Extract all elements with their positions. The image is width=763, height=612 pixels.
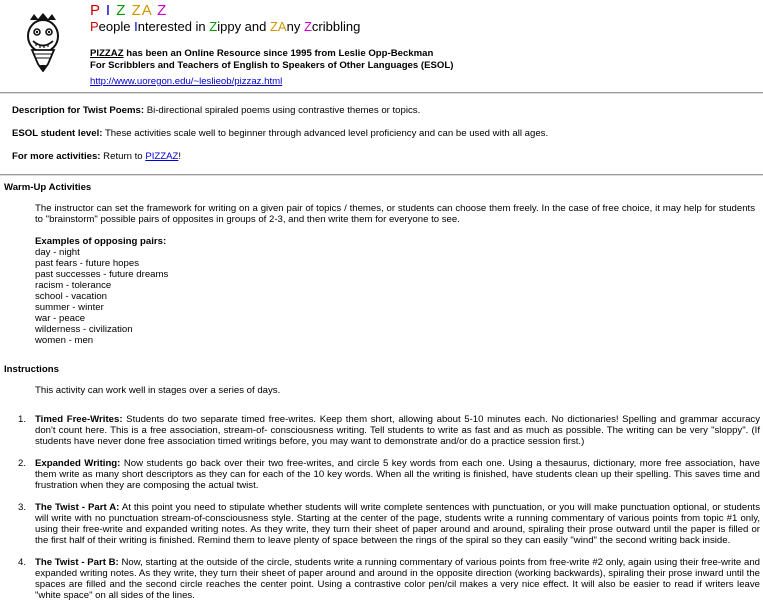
more-end: ! <box>178 151 182 162</box>
tagline-part: ny <box>286 19 304 34</box>
level-text: These activities scale well to beginner through advanced level proficiency and can be used with all ages. <box>102 128 549 139</box>
tagline-part: Z <box>303 19 312 34</box>
step-text: Now students go back over their two free-writes, and circle 5 key words from each one. Using a thesaurus, dictionary, more free association, have them write as many short descriptors as they can for each of the 10 key words. When all the writing is finished, have students clean up their spelling. This saves time and frustration when they are composing the actual twist. <box>35 458 760 491</box>
pencil-face-icon <box>24 12 62 72</box>
step-label: The Twist - Part B: <box>35 557 119 568</box>
site-info <box>90 48 453 71</box>
description-line <box>12 105 420 116</box>
site-url-link[interactable]: http://www.uoregon.edu/~leslieob/pizzaz.html <box>90 76 283 87</box>
divider <box>0 174 763 176</box>
example-pair: war - peace <box>35 313 86 324</box>
more-text: Return to <box>100 151 146 162</box>
tagline-part: cribbling <box>311 19 361 34</box>
step-label: The Twist - Part A: <box>35 502 120 513</box>
instructions-intro: This activity can work well in stages over a series of days. <box>35 385 281 396</box>
tagline-part: nterested in <box>137 19 210 34</box>
tagline-part: I <box>134 19 138 34</box>
step-label: Timed Free-Writes: <box>35 414 123 425</box>
warmup-title: Warm-Up Activities <box>4 182 92 193</box>
warmup-paragraph: The instructor can set the framework for writing on a given pair of topics / themes, or students can choose them freely. In the case of free choice, it may help for students to "brainstorm" possible pairs of opposites in groups of 2-3, and then write them for everyone to see. <box>35 203 755 225</box>
page-header <box>0 0 763 95</box>
description-text: Bi-directional spiraled poems using contrastive themes or topics. <box>144 105 421 116</box>
instruction-step <box>18 414 760 447</box>
brand-letter: ZA <box>131 2 152 19</box>
instructions-title: Instructions <box>4 364 59 375</box>
tagline-part: eople <box>98 19 135 34</box>
example-pair: racism - tolerance <box>35 280 112 291</box>
pizzaz-return-link[interactable]: PIZZAZ <box>145 151 179 162</box>
example-pair: past successes - future dreams <box>35 269 169 280</box>
step-label: Expanded Writing: <box>35 458 121 469</box>
instruction-step <box>18 458 760 491</box>
step-number: 1. <box>18 414 27 425</box>
example-pair: school - vacation <box>35 291 107 302</box>
brand-letter: P <box>90 2 101 19</box>
instruction-step <box>18 557 760 601</box>
level-line <box>12 128 548 139</box>
instruction-step <box>18 502 760 546</box>
example-pair: summer - winter <box>35 302 104 313</box>
step-text: Now, starting at the outside of the circle, students write a running commentary of various points from free-write #2 only, again using their free-write and expanded writing notes. As they write, they turn their sheet of paper around and around in the opposite direction (working backwards), spiraling their prose inward until the spaces are filled and the second circle reaches the center point. Using a contrastive color pen/cil makes a very nice effect. It will also be easier to read if writers leave "white space" on all sides of the lines. <box>35 557 760 601</box>
tagline-part: ZA <box>269 19 287 34</box>
pizzaz-link[interactable]: PIZZAZ <box>90 48 124 59</box>
divider <box>0 92 763 94</box>
example-pair: women - men <box>35 335 94 346</box>
info-line-1: has been an Online Resource since 1995 from Leslie Opp-Beckman <box>123 48 434 59</box>
tagline-part: ippy and <box>217 19 270 34</box>
instruction-steps <box>18 414 760 612</box>
level-label: ESOL student level: <box>12 128 103 139</box>
brand-letter: Z <box>116 2 127 19</box>
step-number: 3. <box>18 502 27 513</box>
step-text: Students do two separate timed free-writes. Keep them short, allowing about 5-10 minutes each. No dictionaries! Spelling and grammar accuracy don't count here. This is a free association, stream-of- consciousness writing. Tell students to write as fast and as much as possible. The writing can be very "sloppy". (If students have never done free association timed writings before, you may want to demonstrate and/or do a practice session first.) <box>35 414 760 447</box>
tagline-part: Z <box>209 19 218 34</box>
brand-letter: I <box>105 2 112 19</box>
example-pair: wilderness - civilization <box>35 324 133 335</box>
tagline-part: P <box>90 19 99 34</box>
examples-title: Examples of opposing pairs: <box>35 236 167 247</box>
more-line <box>12 151 181 162</box>
step-text: At this point you need to stipulate whether students will write complete sentences with punctuation, or you will make punctuation optional, or students will write with no punctuation stream-of-consciousness style. Starting at the center of the page, students write a running commentary of various points from topic #1 only, using their free-write and expanded writing notes. As they write, they turn their sheet of paper around and around, spiraling their prose outward until the paper is filled or the first half of their writing is finished. Remind them to leave plenty of space between the rings of the spiral so they can easily "wind" the second writing back inside. <box>35 502 760 546</box>
site-tagline <box>90 19 360 34</box>
example-pair: day - night <box>35 247 80 258</box>
step-number: 2. <box>18 458 27 469</box>
site-brand <box>90 2 167 19</box>
brand-letter: Z <box>157 2 168 19</box>
more-label: For more activities: <box>12 151 101 162</box>
example-pair: past fears - future hopes <box>35 258 139 269</box>
step-number: 4. <box>18 557 27 568</box>
description-label: Description for Twist Poems: <box>12 105 145 116</box>
info-line-2: For Scribblers and Teachers of English to Speakers of Other Languages (ESOL) <box>90 59 454 71</box>
examples-list <box>35 236 168 346</box>
